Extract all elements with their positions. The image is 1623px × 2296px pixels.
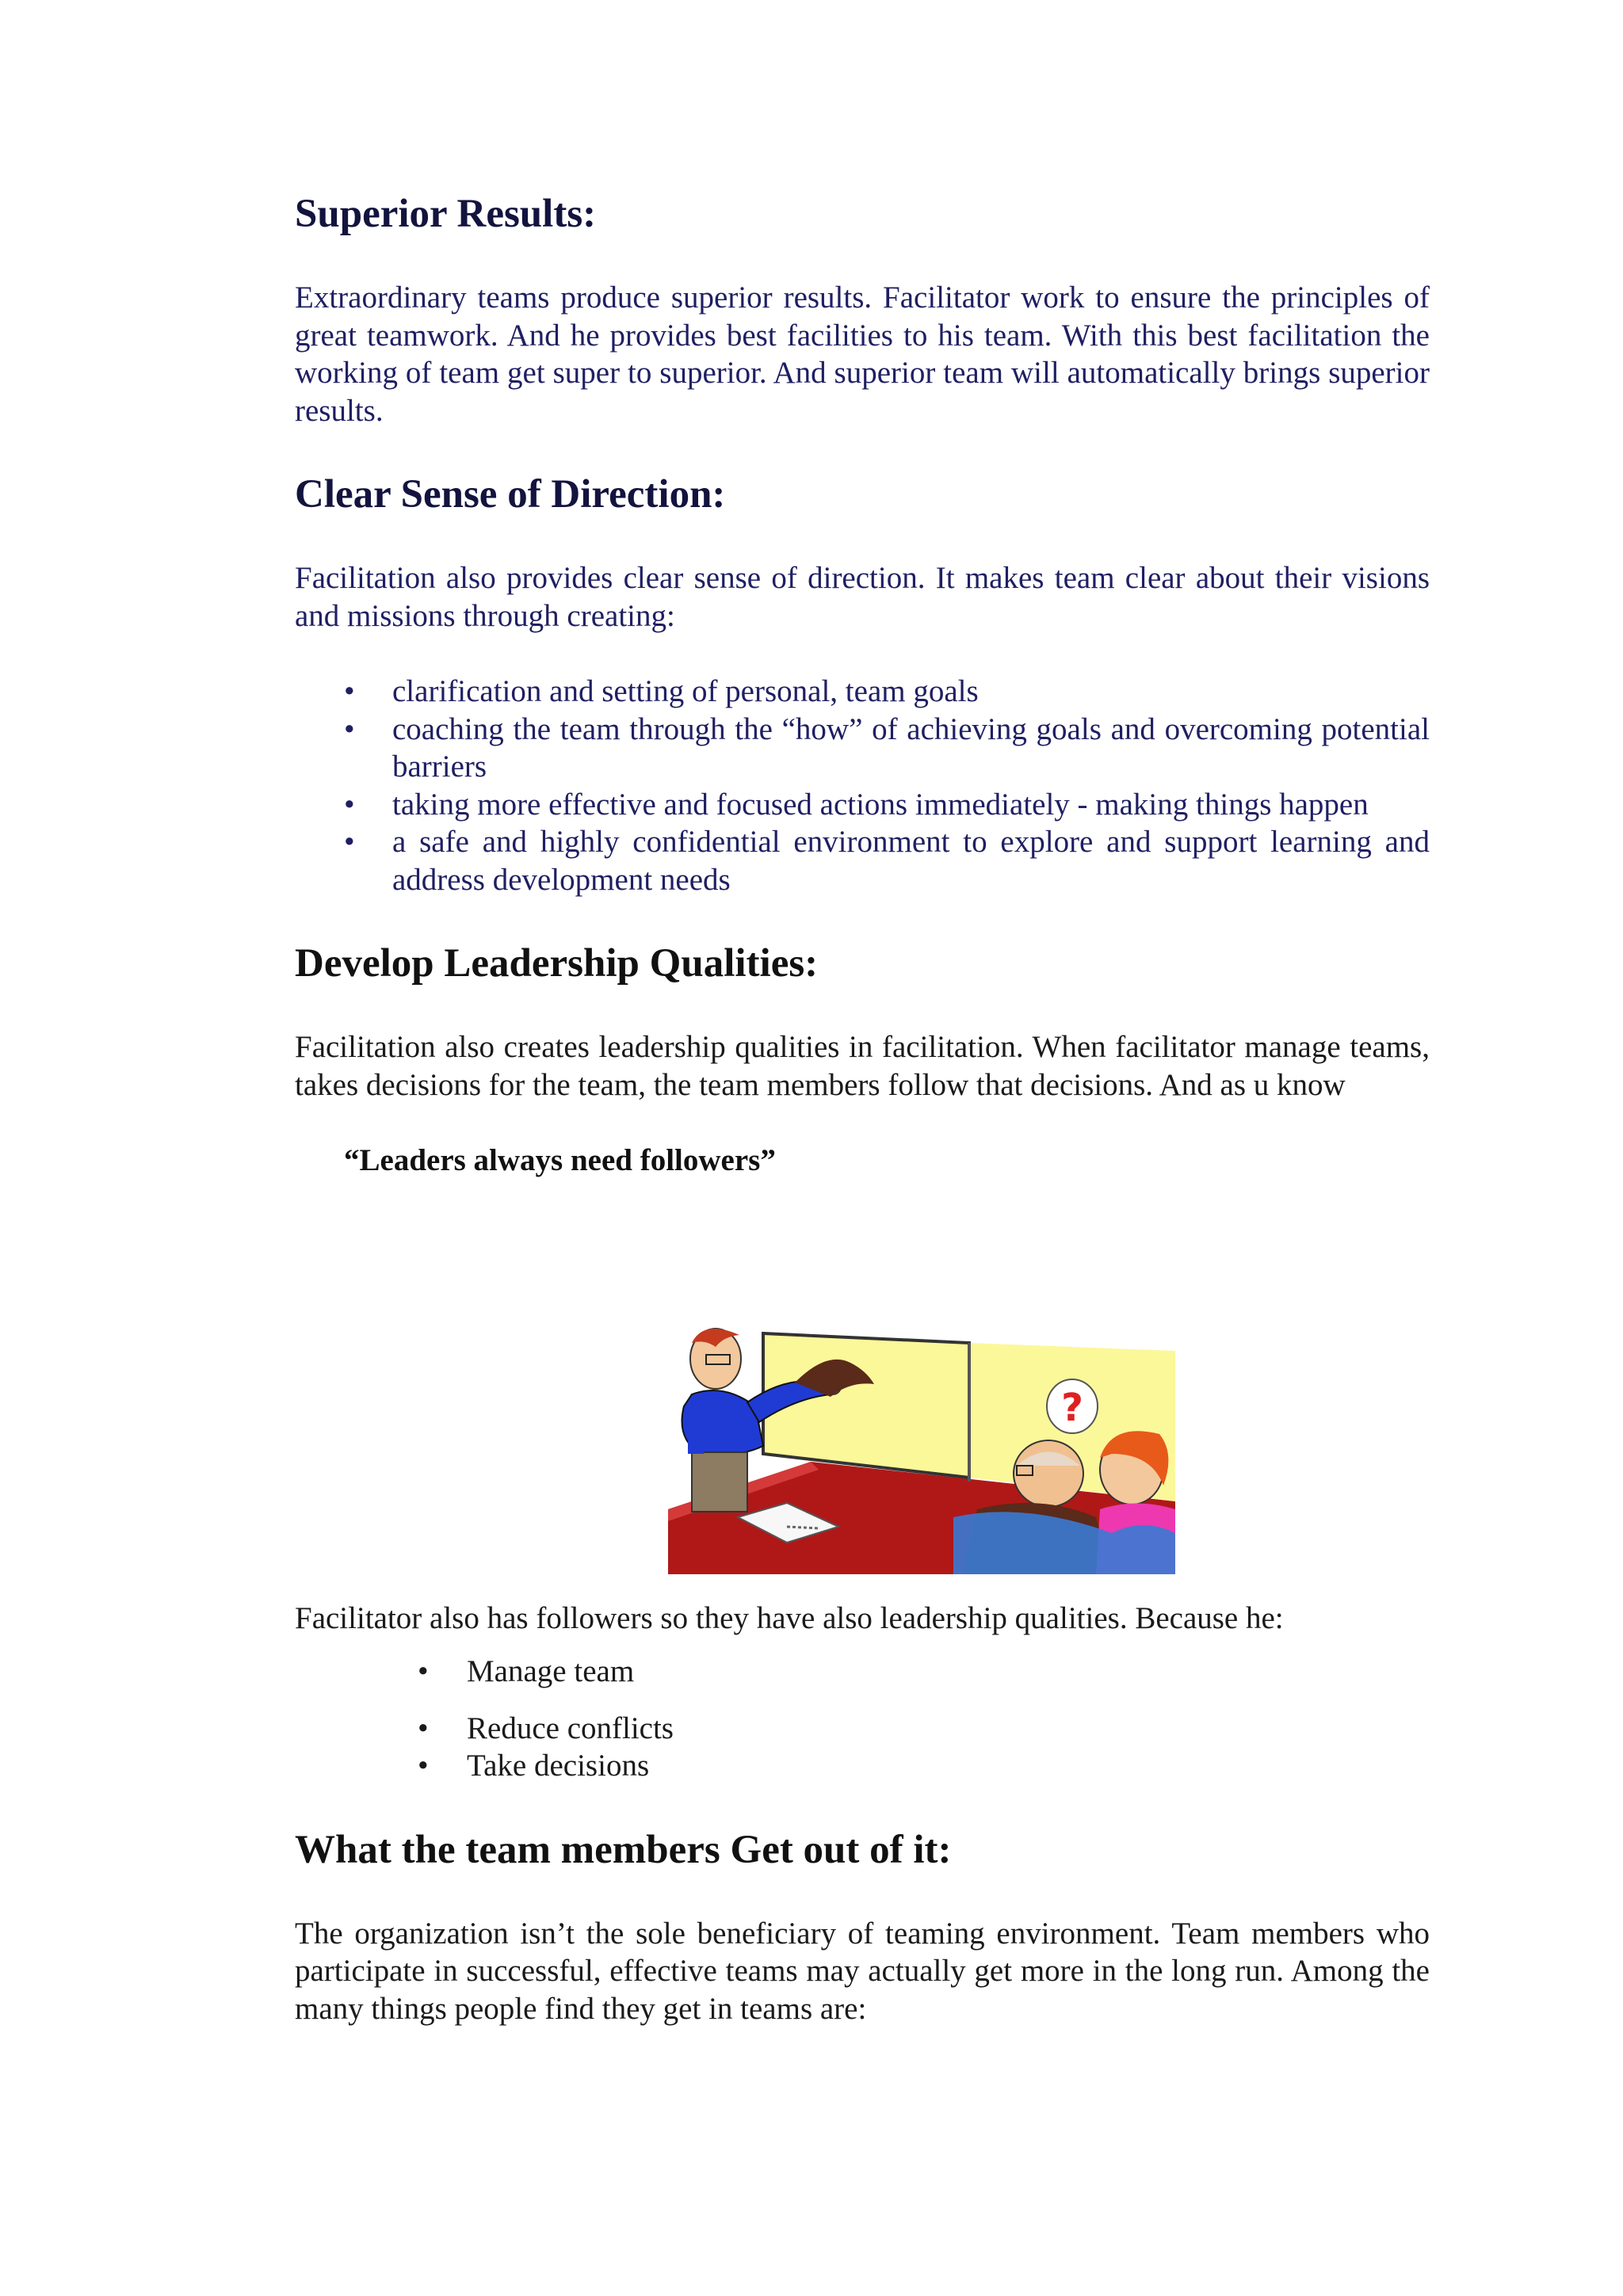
list-item: • Manage team: [418, 1654, 635, 1688]
list-item: • Take decisions: [418, 1749, 650, 1783]
heading-clear-direction: Clear Sense of Direction:: [295, 472, 726, 517]
list-item: • taking more effective and focused actions immediately - making things happen: [344, 787, 1369, 822]
leadership-quote: “Leaders always need followers”: [344, 1143, 776, 1177]
direction-bullet-list: [295, 673, 1430, 898]
document-page: [295, 190, 1430, 2027]
teacher-at-whiteboard-clipart: [668, 1319, 1175, 1574]
paragraph-clear-direction: Facilitation also provides clear sense of direction. It makes team clear about their visions and missions through creating:: [295, 561, 1430, 633]
paragraph-leadership: Facilitation also creates leadership qualities in facilitation. When facilitator manage teams, takes decisions for the team, the team members follow that decisions. And as u know: [295, 1030, 1430, 1102]
paragraph-team-members: The organization isn’t the sole beneficiary of teaming environment. Team members who participate in successful, effective teams may actually get more in the long run. Among the many things people find they get in teams are:: [295, 1916, 1430, 2026]
list-item: • clarification and setting of personal, team goals: [344, 674, 979, 708]
list-item: • coaching the team through the “how” of achieving goals and overcoming potential barriers: [344, 711, 1430, 784]
svg-text:?: ?: [1061, 1386, 1083, 1430]
paragraph-followers: Facilitator also has followers so they have also leadership qualities. Because he:: [295, 1600, 1284, 1635]
heading-leadership: Develop Leadership Qualities:: [295, 941, 819, 986]
heading-team-members: What the team members Get out of it:: [295, 1827, 952, 1872]
followers-bullet-list: [295, 1653, 1430, 1785]
list-item: • a safe and highly confidential environment to explore and support learning and address development needs: [344, 825, 1430, 897]
paragraph-superior-results: Extraordinary teams produce superior results. Facilitator work to ensure the principles of great teamwork. And he provides best facilities to his team. With this best facilitation the working of team get super to superior. And superior team will automatically brings superior results.: [295, 280, 1430, 428]
heading-superior-results: Superior Results:: [295, 192, 597, 236]
list-item: • Reduce conflicts: [418, 1711, 674, 1745]
